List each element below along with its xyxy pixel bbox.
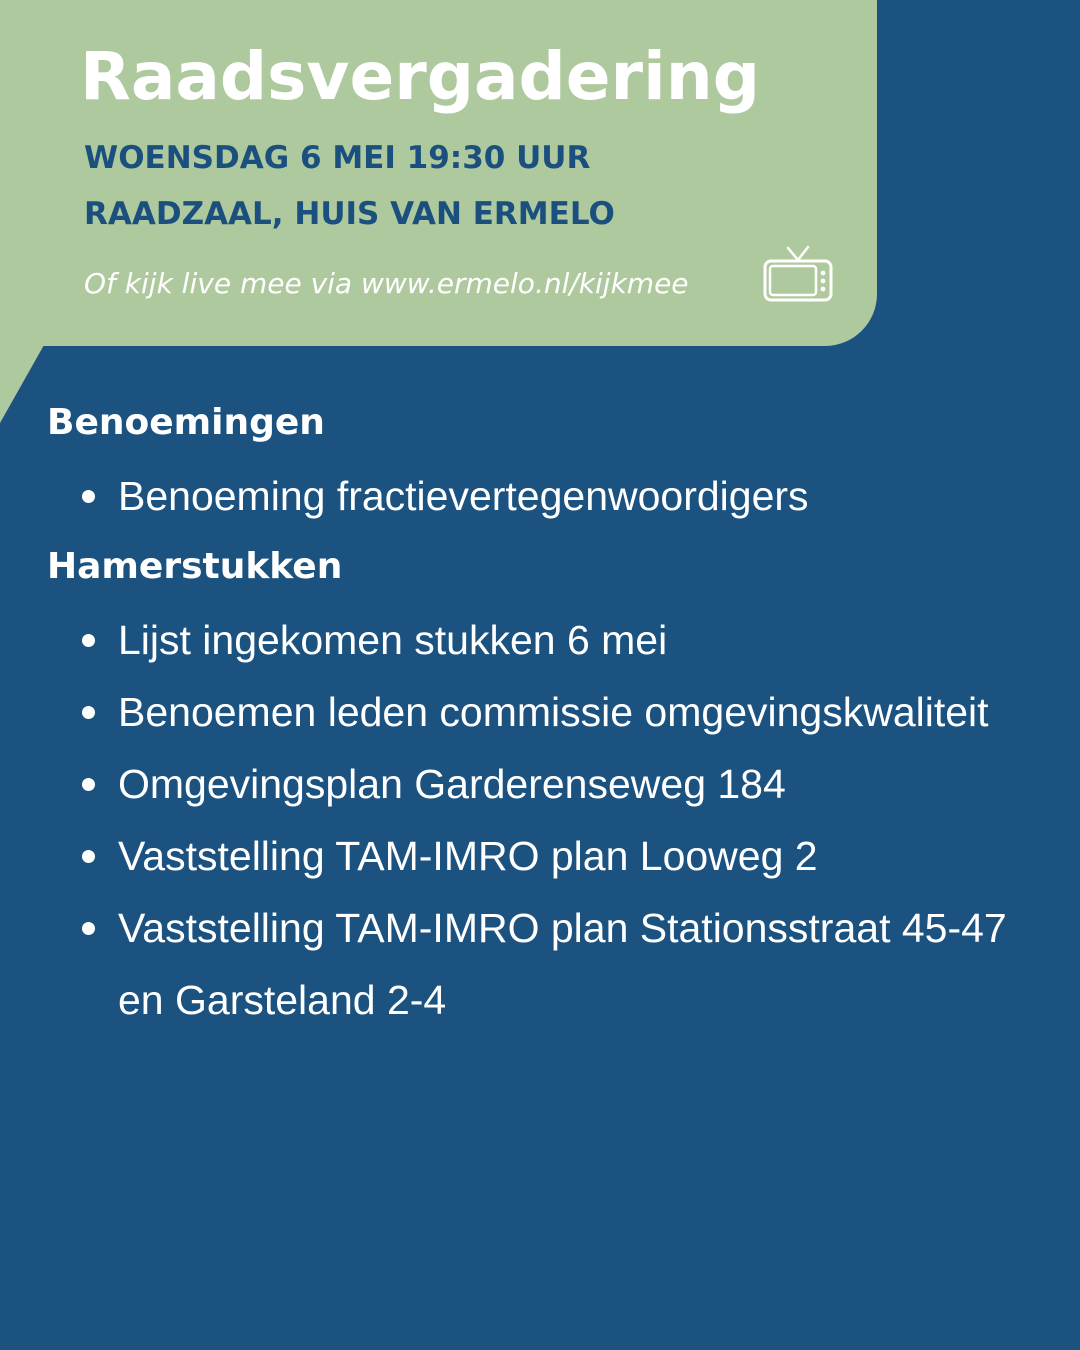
agenda-item: Vaststelling TAM-IMRO plan Looweg 2 [78,820,1038,892]
agenda-item: Lijst ingekomen stukken 6 mei [78,604,1038,676]
meeting-location: RAADZAAL, HUIS VAN ERMELO [84,196,615,232]
agenda-item: Benoemen leden commissie omgevingskwaliteit [78,676,1038,748]
section-heading-benoemingen: Benoemingen [47,402,325,443]
agenda-item: Omgevingsplan Garderenseweg 184 [78,748,1038,820]
agenda-list-benoemingen [78,460,1038,532]
agenda-item: Benoeming fractievertegenwoordigers [78,460,1038,532]
page-title: Raadsvergadering [80,38,760,115]
speech-bubble-tail [0,345,44,423]
tv-icon [762,244,834,304]
agenda-list-hamerstukken [78,604,1038,1036]
agenda-item: Vaststelling TAM-IMRO plan Stationsstraat 45-47 en Garsteland 2-4 [78,892,1038,1036]
meeting-date: WOENSDAG 6 MEI 19:30 UUR [84,140,591,176]
livestream-link[interactable]: Of kijk live mee via www.ermelo.nl/kijkmee [84,267,689,300]
section-heading-hamerstukken: Hamerstukken [47,546,343,587]
